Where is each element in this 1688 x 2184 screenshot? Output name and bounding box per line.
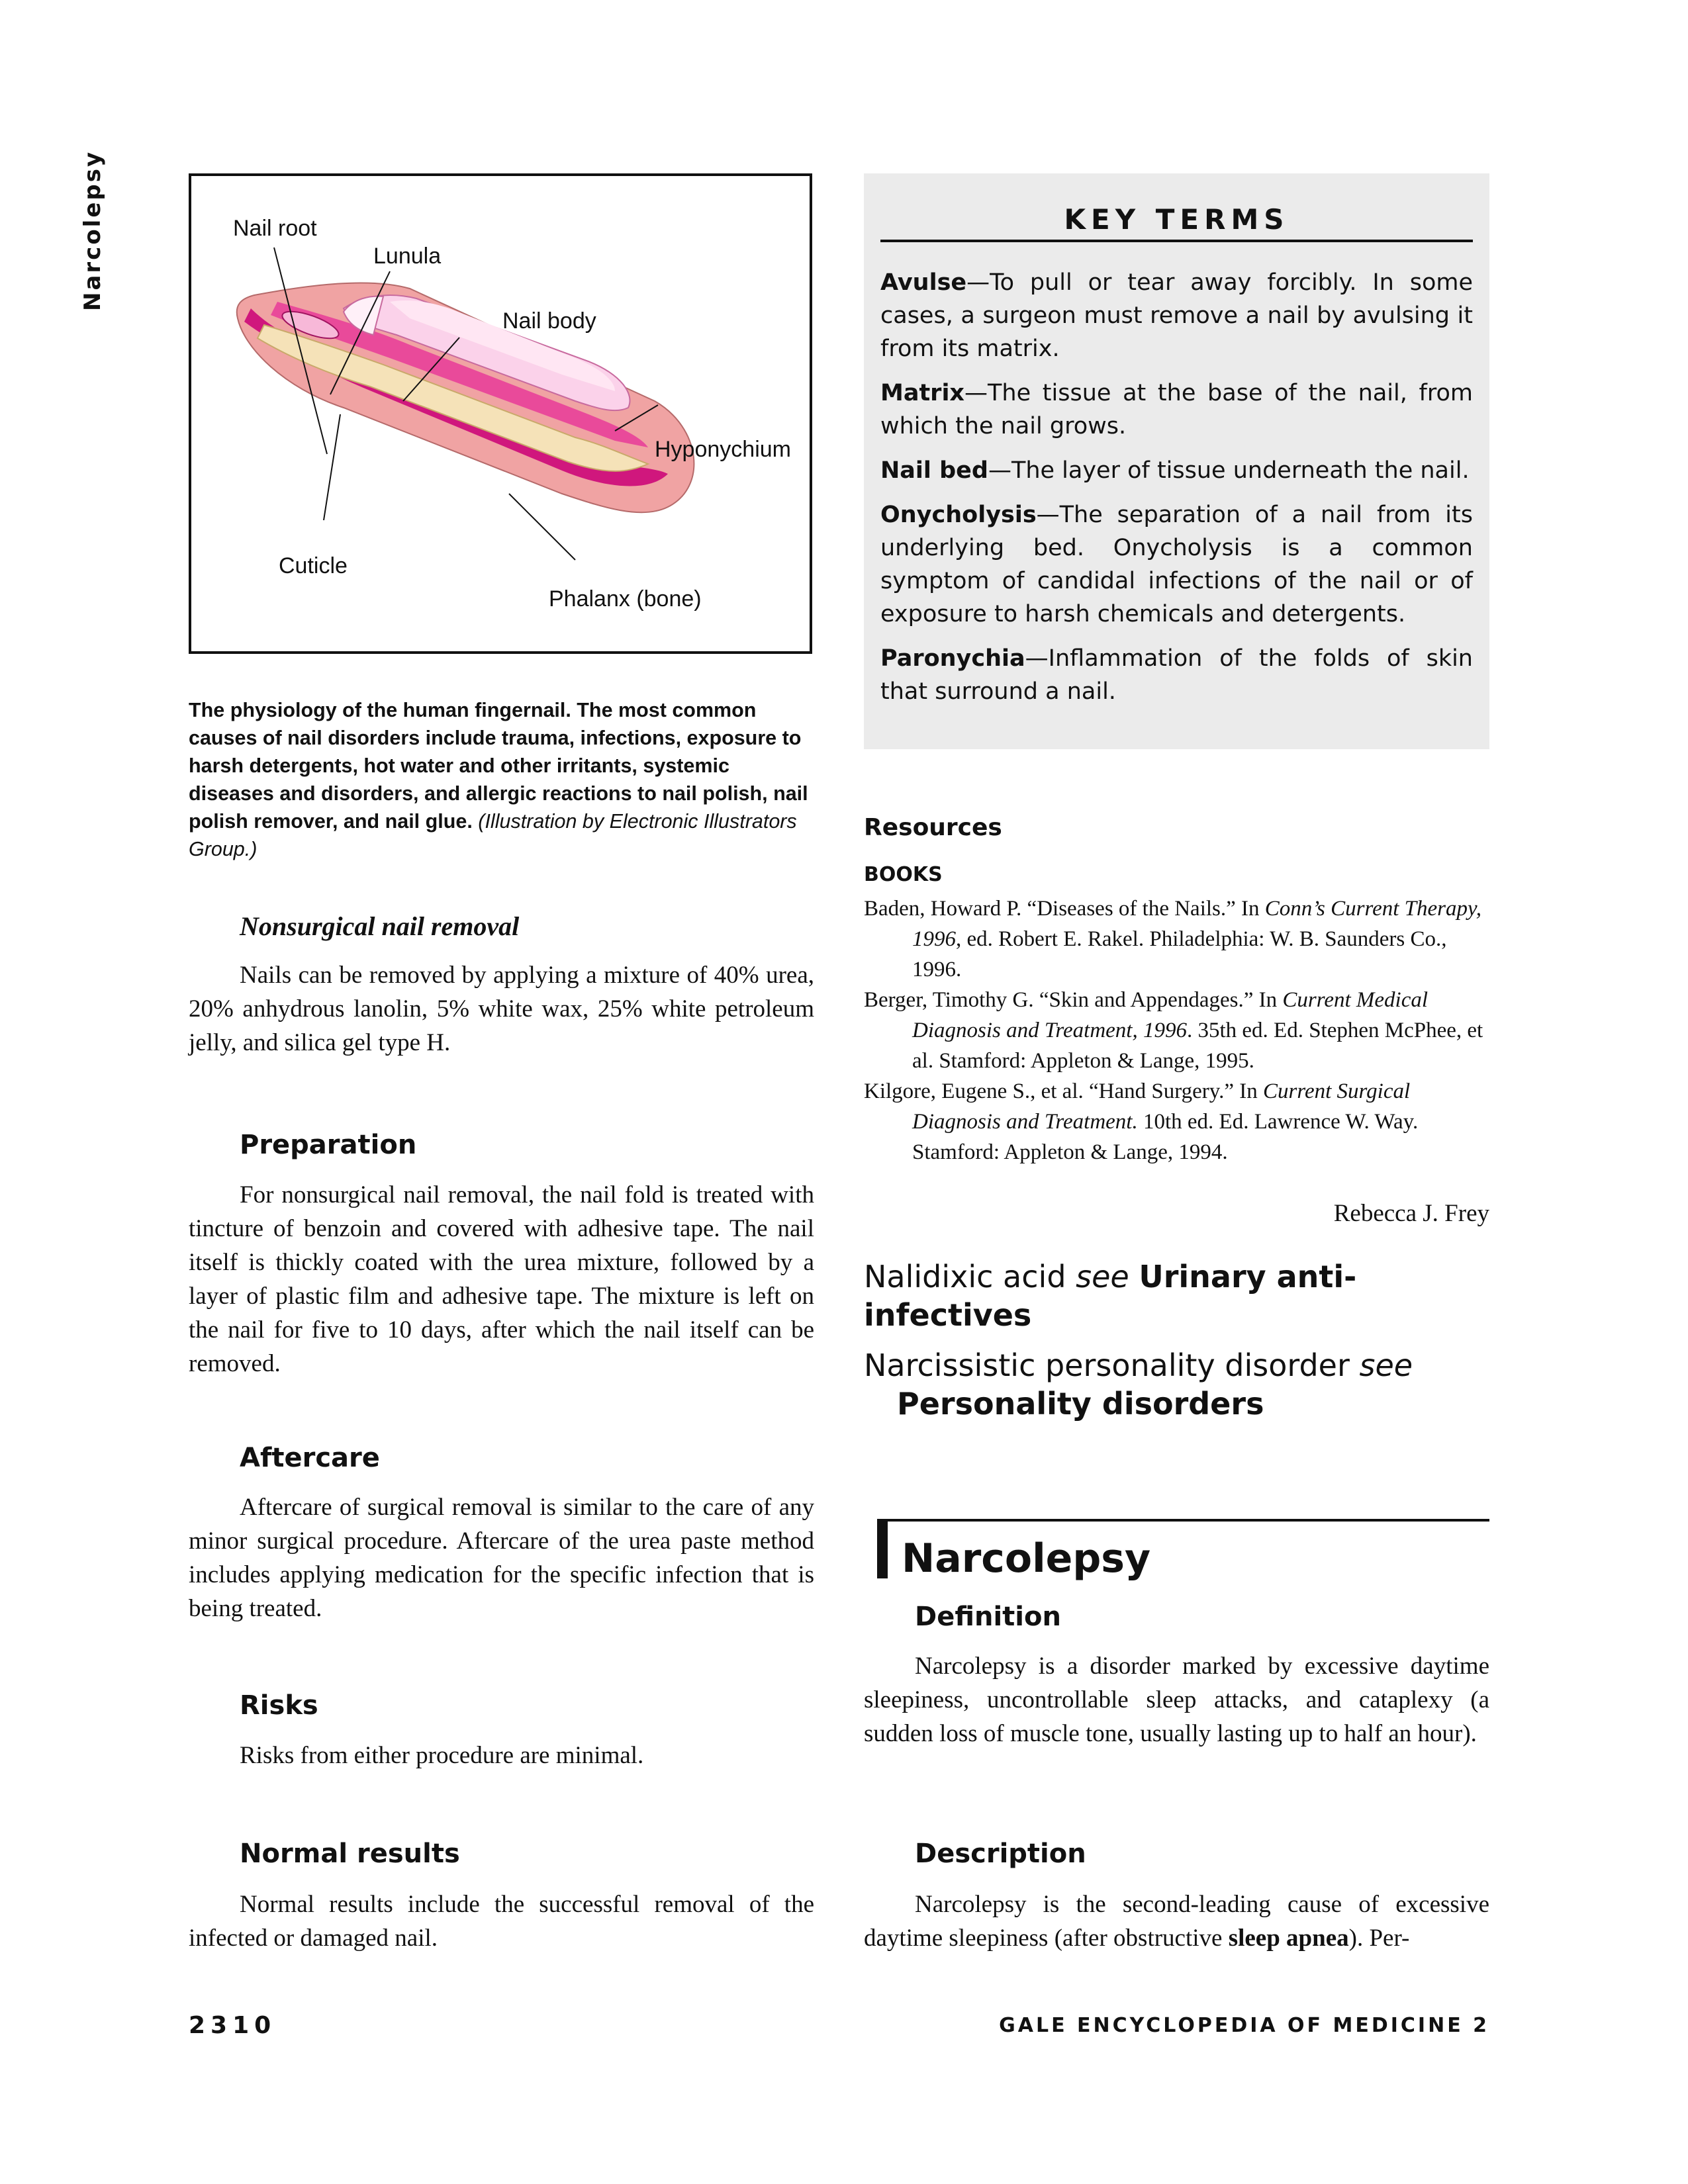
key-terms-list bbox=[880, 266, 1473, 719]
heading-definition: Definition bbox=[915, 1602, 1061, 1632]
key-term-entry bbox=[880, 454, 1473, 487]
caption-credit: (Illustration by Electronic Illustrators Group.) bbox=[189, 810, 797, 860]
resources-heading: Resources bbox=[864, 814, 1002, 841]
normal-results-paragraph: Normal results include the successful removal of the infected or damaged nail. bbox=[189, 1891, 814, 1952]
xref-term: Narcissistic personality disorder bbox=[864, 1347, 1350, 1383]
description-text: Narcolepsy is the second-leading cause of excessive daytime sleepiness (after obstructive bbox=[864, 1891, 1489, 1952]
book-reference bbox=[864, 985, 1489, 1076]
key-term-definition: —To pull or tear away forcibly. In some cases, a surgeon must remove a nail by avulsing it from its matrix. bbox=[880, 269, 1473, 362]
page-number: 2310 bbox=[189, 2012, 277, 2039]
figure-caption bbox=[189, 696, 814, 863]
ref-details: . 35th ed. Ed. Stephen McPhee, et al. Stamford: Appleton & Lange, 1995. bbox=[912, 1019, 1483, 1073]
heading-description: Description bbox=[915, 1839, 1086, 1869]
label-phalanx: Phalanx (bone) bbox=[549, 586, 702, 612]
label-cuticle: Cuticle bbox=[279, 553, 348, 578]
ref-details: , ed. Robert E. Rakel. Philadelphia: W. B. Saunders Co., 1996. bbox=[912, 927, 1447, 981]
topic-title: Narcolepsy bbox=[902, 1535, 1151, 1582]
book-list bbox=[864, 893, 1489, 1167]
key-term-definition: —The layer of tissue underneath the nail. bbox=[988, 457, 1470, 484]
xref-term: Nalidixic acid bbox=[864, 1259, 1066, 1295]
book-reference bbox=[864, 1076, 1489, 1167]
key-term-definition: —The tissue at the base of the nail, from which the nail grows. bbox=[880, 380, 1473, 439]
heading-normal-results: Normal results bbox=[240, 1839, 460, 1869]
key-term: Onycholysis bbox=[880, 502, 1037, 528]
label-nail-body: Nail body bbox=[502, 308, 596, 334]
key-terms-box bbox=[864, 173, 1489, 749]
running-head: Narcolepsy bbox=[79, 150, 106, 311]
key-term-entry bbox=[880, 266, 1473, 365]
description-text-end: ). Per- bbox=[1348, 1925, 1410, 1952]
definition-paragraph: Narcolepsy is a disorder marked by excessive daytime sleepiness, uncontrollable sleep attacks, and cataplexy (a sudden loss of muscle tone, usually lasting up to half an hour). bbox=[864, 1653, 1489, 1747]
preparation-paragraph: For nonsurgical nail removal, the nail fold is treated with tincture of benzoin and covered with adhesive tape. The nail itself is thickly coated with the urea mixture, followed by a layer of plastic film and adhesive tape. The mixture is left on the nail for five to 10 days, after which the nail itself can be removed. bbox=[189, 1181, 814, 1377]
risks-paragraph: Risks from either procedure are minimal. bbox=[240, 1742, 644, 1769]
ref-author: Baden, Howard P. “Diseases of the Nails.” In bbox=[864, 897, 1265, 921]
key-term: Matrix bbox=[880, 380, 965, 406]
heading-aftercare: Aftercare bbox=[240, 1443, 380, 1473]
label-nail-root: Nail root bbox=[233, 216, 317, 241]
key-term-definition: —The separation of a nail from its underlying bed. Onycholysis is a common symptom of candidal infections of the nail or of exposure to harsh chemicals and detergents. bbox=[880, 502, 1473, 627]
key-term: Avulse bbox=[880, 269, 967, 296]
key-terms-title: KEY TERMS bbox=[1064, 203, 1289, 236]
key-term-entry bbox=[880, 498, 1473, 631]
ref-title: Current Surgical Diagnosis and Treatment. bbox=[912, 1079, 1411, 1134]
publication-title: GALE ENCYCLOPEDIA OF MEDICINE 2 bbox=[999, 2014, 1489, 2037]
heading-risks: Risks bbox=[240, 1690, 318, 1721]
books-heading: BOOKS bbox=[864, 863, 943, 886]
label-hyponychium: Hyponychium bbox=[655, 437, 791, 462]
topic-rule bbox=[877, 1519, 1489, 1522]
key-term: Nail bed bbox=[880, 457, 988, 484]
ref-author: Berger, Timothy G. “Skin and Appendages.” In bbox=[864, 988, 1283, 1012]
figure-frame bbox=[189, 173, 812, 654]
cross-ref[interactable] bbox=[864, 1346, 1489, 1423]
heading-nonsurgical: Nonsurgical nail removal bbox=[240, 911, 520, 941]
ref-title: Conn’s Current Therapy, 1996 bbox=[912, 897, 1482, 951]
label-lunula: Lunula bbox=[373, 244, 442, 269]
key-term-entry bbox=[880, 377, 1473, 443]
article-author: Rebecca J. Frey bbox=[1333, 1200, 1489, 1227]
key-terms-rule bbox=[880, 240, 1473, 242]
book-reference bbox=[864, 893, 1489, 985]
ref-details: 10th ed. Ed. Lawrence W. Way. Stamford: Appleton & Lange, 1994. bbox=[912, 1110, 1419, 1164]
fingernail-illustration bbox=[191, 176, 810, 651]
description-link-sleep-apnea[interactable]: sleep apnea bbox=[1228, 1925, 1349, 1952]
cross-references bbox=[864, 1257, 1489, 1423]
ref-title: Current Medical Diagnosis and Treatment, 1996 bbox=[912, 988, 1429, 1042]
description-paragraph bbox=[864, 1888, 1489, 1955]
cross-ref[interactable] bbox=[864, 1257, 1489, 1334]
nonsurgical-paragraph: Nails can be removed by applying a mixture of 40% urea, 20% anhydrous lanolin, 5% white wax, 25% white petroleum jelly, and silica gel type H. bbox=[189, 962, 814, 1056]
aftercare-paragraph: Aftercare of surgical removal is similar to the care of any minor surgical procedure. Aftercare of the urea paste method includes applying medication for the specific infection that is being treated. bbox=[189, 1494, 814, 1622]
caption-text: The physiology of the human fingernail. The most common causes of nail disorders include trauma, infections, exposure to harsh detergents, hot water and other irritants, systemic diseases and disorders, and allergic reactions to nail polish, nail polish remover, and nail glue. bbox=[189, 699, 808, 833]
xref-target[interactable]: Urinary anti-infectives bbox=[864, 1259, 1357, 1333]
heading-preparation: Preparation bbox=[240, 1130, 417, 1160]
xref-target[interactable]: Personality disorders bbox=[897, 1386, 1264, 1422]
xref-see: see bbox=[1359, 1347, 1413, 1383]
key-term: Paronychia bbox=[880, 645, 1025, 672]
key-term-definition: —Inflammation of the folds of skin that surround a nail. bbox=[880, 645, 1473, 705]
ref-author: Kilgore, Eugene S., et al. “Hand Surgery.” In bbox=[864, 1079, 1263, 1103]
topic-bar bbox=[877, 1519, 888, 1578]
xref-see: see bbox=[1076, 1259, 1129, 1295]
key-term-entry bbox=[880, 642, 1473, 708]
